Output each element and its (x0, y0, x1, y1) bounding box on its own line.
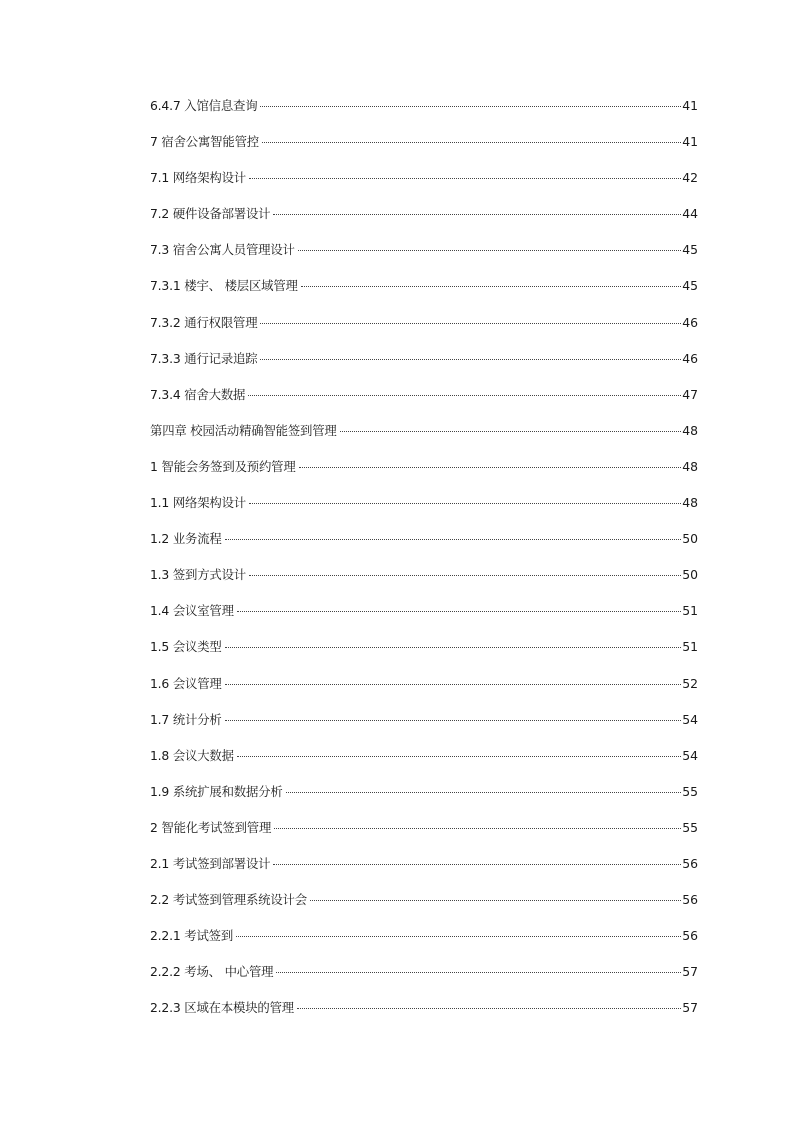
toc-entry-title: 7.3.4 宿舍大数据 (150, 386, 246, 402)
toc-entry-page-number: 52 (682, 675, 698, 691)
toc-entry-title: 7.3.3 通行记录追踪 (150, 350, 258, 366)
toc-entry[interactable] (150, 854, 698, 890)
dot-leader (273, 864, 681, 865)
toc-entry[interactable] (150, 349, 698, 385)
toc-entry-title: 1.6 会议管理 (150, 675, 222, 691)
dot-leader (249, 178, 681, 179)
toc-entry-page-number: 57 (682, 1000, 698, 1016)
dot-leader (260, 323, 681, 324)
dot-leader (249, 503, 681, 504)
toc-entry-page-number: 50 (682, 531, 698, 547)
toc-entry-page-number: 44 (682, 206, 698, 222)
toc-entry[interactable] (150, 674, 698, 710)
toc-entry[interactable] (150, 313, 698, 349)
toc-entry[interactable] (150, 565, 698, 601)
toc-entry-title: 7 宿舍公寓智能管控 (150, 134, 259, 150)
toc-entry[interactable] (150, 746, 698, 782)
toc-entry-title: 2.2.2 考场、 中心管理 (150, 964, 274, 980)
toc-entry-title: 2.2.1 考试签到 (150, 928, 234, 944)
toc-entry-title: 7.2 硬件设备部署设计 (150, 206, 271, 222)
dot-leader (236, 936, 681, 937)
toc-entry-page-number: 54 (682, 711, 698, 727)
toc-entry[interactable] (150, 710, 698, 746)
toc-entry[interactable] (150, 601, 698, 637)
toc-entry-page-number: 51 (682, 639, 698, 655)
toc-entry-title: 7.1 网络架构设计 (150, 170, 246, 186)
toc-entry-title: 7.3.1 楼宇、 楼层区域管理 (150, 278, 298, 294)
toc-entry[interactable] (150, 132, 698, 168)
toc-entry-title: 第四章 校园活动精确智能签到管理 (150, 422, 337, 438)
toc-entry-title: 6.4.7 入馆信息查询 (150, 98, 258, 113)
dot-leader (249, 575, 681, 576)
toc-entry[interactable] (150, 926, 698, 962)
toc-entry-title: 1 智能会务签到及预约管理 (150, 458, 296, 474)
toc-entry-title: 1.8 会议大数据 (150, 747, 234, 763)
dot-leader (225, 684, 682, 685)
toc-entry-page-number: 55 (682, 783, 698, 799)
dot-leader (274, 828, 681, 829)
toc-entry-title: 1.9 系统扩展和数据分析 (150, 783, 283, 799)
dot-leader (297, 1008, 681, 1009)
toc-entry-page-number: 50 (682, 567, 698, 583)
dot-leader (273, 214, 681, 215)
toc-entry[interactable] (150, 421, 698, 457)
toc-entry-page-number: 54 (682, 747, 698, 763)
toc-entry-title: 1.4 会议室管理 (150, 603, 234, 619)
toc-entry-title: 1.7 统计分析 (150, 711, 222, 727)
toc-entry[interactable] (150, 782, 698, 818)
toc-entry-page-number: 48 (682, 495, 698, 511)
dot-leader (260, 359, 681, 360)
toc-entry[interactable] (150, 96, 698, 132)
dot-leader (260, 106, 681, 107)
toc-entry[interactable] (150, 890, 698, 926)
dot-leader (298, 250, 681, 251)
table-of-contents (150, 96, 698, 1034)
dot-leader (225, 647, 682, 648)
dot-leader (225, 539, 682, 540)
dot-leader (286, 792, 682, 793)
toc-entry[interactable] (150, 529, 698, 565)
toc-entry-title: 1.1 网络架构设计 (150, 495, 246, 511)
toc-entry-page-number: 45 (682, 242, 698, 258)
dot-leader (340, 431, 682, 432)
toc-entry-page-number: 47 (682, 386, 698, 402)
toc-entry-page-number: 46 (682, 314, 698, 330)
toc-entry-title: 1.3 签到方式设计 (150, 567, 246, 583)
toc-entry-page-number: 41 (682, 98, 698, 113)
dot-leader (237, 611, 681, 612)
toc-entry-page-number: 41 (682, 134, 698, 150)
toc-entry[interactable] (150, 637, 698, 673)
toc-entry[interactable] (150, 457, 698, 493)
toc-entry-page-number: 56 (682, 855, 698, 871)
toc-entry-title: 7.3 宿舍公寓人员管理设计 (150, 242, 295, 258)
dot-leader (225, 720, 682, 721)
toc-entry-title: 2 智能化考试签到管理 (150, 819, 272, 835)
toc-entry-title: 1.5 会议类型 (150, 639, 222, 655)
toc-entry[interactable] (150, 493, 698, 529)
dot-leader (276, 972, 681, 973)
toc-entry-page-number: 56 (682, 892, 698, 908)
dot-leader (301, 286, 681, 287)
toc-entry-title: 2.2.3 区域在本模块的管理 (150, 1000, 294, 1016)
toc-entry[interactable] (150, 962, 698, 998)
toc-entry[interactable] (150, 385, 698, 421)
toc-entry-page-number: 42 (682, 170, 698, 186)
toc-entry-title: 2.1 考试签到部署设计 (150, 855, 271, 871)
dot-leader (248, 395, 681, 396)
toc-entry-title: 2.2 考试签到管理系统设计会 (150, 892, 307, 908)
toc-entry-page-number: 55 (682, 819, 698, 835)
toc-entry-page-number: 48 (682, 458, 698, 474)
toc-entry[interactable] (150, 818, 698, 854)
toc-entry-page-number: 45 (682, 278, 698, 294)
toc-entry[interactable] (150, 168, 698, 204)
toc-entry[interactable] (150, 240, 698, 276)
toc-entry-title: 1.2 业务流程 (150, 531, 222, 547)
dot-leader (299, 467, 682, 468)
toc-entry-page-number: 56 (682, 928, 698, 944)
toc-entry-page-number: 46 (682, 350, 698, 366)
toc-entry[interactable] (150, 998, 698, 1034)
dot-leader (237, 756, 681, 757)
toc-entry-title: 7.3.2 通行权限管理 (150, 314, 258, 330)
toc-entry-page-number: 51 (682, 603, 698, 619)
dot-leader (262, 142, 681, 143)
toc-entry-page-number: 57 (682, 964, 698, 980)
dot-leader (310, 900, 681, 901)
toc-entry-page-number: 48 (682, 422, 698, 438)
toc-entry[interactable] (150, 204, 698, 240)
toc-entry[interactable] (150, 276, 698, 312)
